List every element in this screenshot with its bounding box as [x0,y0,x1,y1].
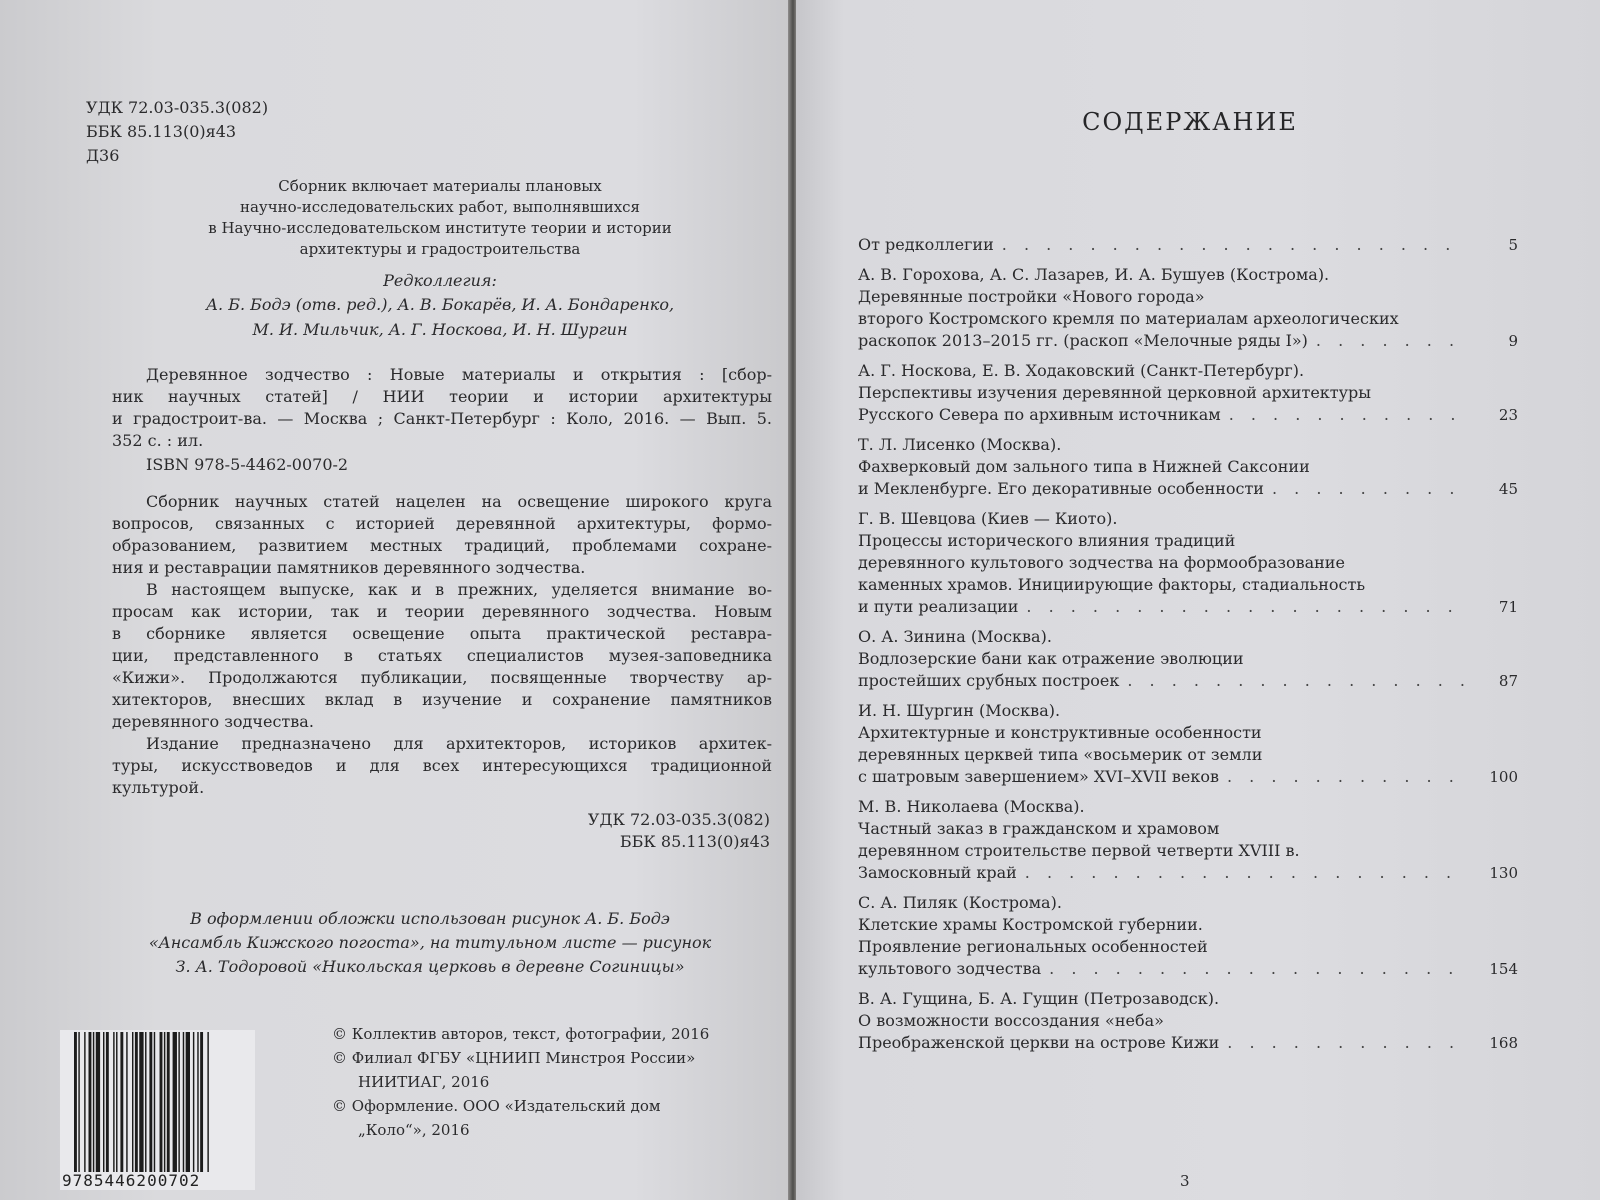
cover-note-line: В оформлении обложки использован рисунок А. Б. Бодэ [190,909,670,928]
toc-entry [858,234,1518,256]
barcode-bar [96,1032,100,1172]
toc-entry-title-line: и Мекленбурге. Его декоративные особенности [858,479,1264,498]
toc-entry-title-line: деревянного культового зодчества на формообразование [858,553,1345,572]
toc-entry-title-line: Деревянные постройки «Нового города» [858,287,1205,306]
toc-entry-last-line [858,1032,1518,1054]
barcode-bar [113,1032,114,1172]
toc-entry [858,264,1518,352]
barcode-bar [207,1032,208,1172]
barcode-bar [145,1032,146,1172]
toc-entry-title-line: Русского Севера по архивным источникам [858,405,1221,424]
description-line: в сборнике является освещение опыта практической реставра- [112,624,772,643]
toc-entry-title-line: Водлозерские бани как отражение эволюции [858,649,1244,668]
dot-leader [1316,330,1466,352]
toc-entry-last-line [858,958,1518,980]
dot-leader [1127,670,1466,692]
toc-page-number: 9 [1508,332,1518,350]
toc-entry-title-line: второго Костромского кремля по материалам археологических [858,309,1399,328]
description-line: В настоящем выпуске, как и в прежних, уделяется внимание во- [146,580,772,599]
toc-entry [858,796,1518,884]
toc-page-number: 87 [1498,672,1518,690]
barcode-bar [149,1032,152,1172]
barcode-bar [74,1032,77,1172]
toc-entry-authors: Г. В. Шевцова (Киев — Киото). [858,509,1118,528]
barcode-bar [78,1032,79,1172]
barcode-bar [120,1032,123,1172]
toc-entry-title-line: деревянных церквей типа «восьмерик от земли [858,745,1263,764]
annotation-line: научно-исследовательских работ, выполнявшихся [239,198,641,216]
barcode-bar [178,1032,179,1172]
toc-entry [858,988,1518,1054]
toc-entry [858,508,1518,618]
dot-leader [1026,596,1466,618]
bbk-line: ББК 85.113(0)я43 [619,832,770,851]
cover-illustration-note [100,907,760,979]
barcode-bar [84,1032,85,1172]
description-line: вопросов, связанных с историей деревянной архитектуры, формо- [112,514,772,533]
cover-note-line: З. А. Тодоровой «Никольская церковь в деревне Согиницы» [175,957,685,976]
toc-entry-title-line: деревянном строительстве первой четверти XVIII в. [858,841,1300,860]
copyright-line: © Оформление. ООО «Издательский дом [332,1097,661,1115]
author-mark: Д36 [86,146,120,165]
dot-leader [1227,766,1466,788]
toc-entry-title-line: Фахверковый дом зального типа в Нижней Саксонии [858,457,1310,476]
description-line: деревянного зодчества. [112,712,314,731]
biblio-line: ник научных статей] / НИИ теории и истории архитектуры [112,387,772,406]
annotation-line: в Научно-исследовательском институте теории и истории [208,219,672,237]
toc-entry-title-line: простейших срубных построек [858,671,1120,690]
toc-entry-last-line [858,404,1518,426]
toc-entry-last-line [858,766,1518,788]
annotation-line: архитектуры и градостроительства [299,240,581,258]
barcode-bar [164,1032,165,1172]
toc-entry-last-line [858,478,1518,500]
toc-entry-title-line: Архитектурные и конструктивные особенности [858,723,1262,742]
toc-page-number: 45 [1498,480,1518,498]
udk-block [86,96,268,168]
editorial-board-heading: Редколлегия: [383,271,497,290]
description-line: ции, представленного в статьях специалистов музея-заповедника [112,646,772,665]
dot-leader [1272,478,1466,500]
description-line: Издание предназначено для архитекторов, историков архитек- [146,734,772,753]
toc-page-number: 5 [1508,236,1518,254]
toc-entry-title-line: Преображенской церкви на острове Кижи [858,1033,1220,1052]
toc-entry-title-line: Перспективы изучения деревянной церковной архитектуры [858,383,1372,402]
barcode-bar [89,1032,92,1172]
dot-leader [1229,404,1466,426]
udk-bottom [530,809,770,853]
barcode-bar [139,1032,143,1172]
toc-entry-authors: М. В. Николаева (Москва). [858,797,1085,816]
description-line: просам как истории, так и теории деревянного зодчества. Новым [112,602,772,621]
copyright-line: © Коллектив авторов, текст, фотографии, 2016 [332,1025,710,1043]
barcode-bar [167,1032,170,1172]
toc-page-number: 154 [1489,960,1518,978]
toc-entry-title-line: Клетские храмы Костромской губернии. [858,915,1203,934]
toc-entry-authors: И. Н. Шургин (Москва). [858,701,1061,720]
toc-entry-title-line: культового зодчества [858,959,1042,978]
biblio-line: Деревянное зодчество : Новые материалы и открытия : [сбор- [146,365,772,384]
description-paragraph [112,733,772,799]
annotation-line: Сборник включает материалы плановых [278,177,602,195]
copyright-line: © Филиал ФГБУ «ЦНИИП Минстроя России» [332,1049,696,1067]
toc-page-number: 23 [1498,406,1518,424]
toc-entry-title-line: О возможности воссоздания «неба» [858,1011,1164,1030]
toc-entry-authors: О. А. Зинина (Москва). [858,627,1052,646]
barcode-bar [197,1032,198,1172]
bbk-line: ББК 85.113(0)я43 [86,122,237,141]
bibliographic-record [112,364,772,476]
annotation-intro [120,176,760,260]
udk-line: УДК 72.03-035.3(082) [86,98,269,117]
barcode-bar [160,1032,163,1172]
toc-entry-title-line: раскопок 2013–2015 гг. (раскоп «Мелочные ряды I») [858,331,1308,350]
toc-entry-last-line [858,234,1518,256]
barcode-bar [200,1032,203,1172]
editorial-board-line: М. И. Мильчик, А. Г. Носкова, И. Н. Шургин [252,320,628,339]
left-page [0,0,790,1200]
cover-note-line: «Ансамбль Кижского погоста», на титульном листе — рисунок [148,933,712,952]
toc-entry-authors: С. А. Пиляк (Кострома). [858,893,1062,912]
toc-entry [858,434,1518,500]
toc-page-number: 100 [1489,768,1518,786]
toc-entry-title-line: Замосковный край [858,863,1017,882]
description-paragraph [112,579,772,733]
barcode-bar [106,1032,109,1172]
barcode-bar [93,1032,94,1172]
editorial-board-line: А. Б. Бодэ (отв. ред.), А. В. Бокарёв, И. А. Бондаренко, [205,295,675,314]
description-line: ния и реставрации памятников деревянного зодчества. [112,558,586,577]
barcode-bar [126,1032,127,1172]
barcode-bar [186,1032,190,1172]
toc-page-number: 130 [1489,864,1518,882]
description-line: «Кижи». Продолжаются публикации, посвященные творчеству ар- [112,668,772,687]
biblio-line: и градостроит-ва. — Москва ; Санкт-Петербург : Коло, 2016. — Вып. 5. [112,409,772,428]
description-paragraph [112,491,772,579]
isbn: ISBN 978-5-4462-0070-2 [146,455,349,474]
toc-title: СОДЕРЖАНИЕ [1082,108,1298,136]
toc-entry [858,626,1518,692]
barcode-digits: 9785446200702 [62,1171,201,1190]
copyright-line: „Коло“», 2016 [358,1121,470,1139]
editorial-board [120,270,760,342]
toc-entry-title-line: Частный заказ в гражданском и храмовом [858,819,1220,838]
toc-entry [858,892,1518,980]
toc-entry-authors: А. Г. Носкова, Е. В. Ходаковский (Санкт-Петербург). [858,361,1305,380]
toc-entry-title-line: с шатровым завершением» XVI–XVII веков [858,767,1219,786]
dot-leader [1049,958,1466,980]
toc-entry-last-line [858,330,1518,352]
toc-entry-title-line: каменных храмов. Инициирующие факторы, стадиальность [858,575,1366,594]
toc-entry-authors: В. А. Гущина, Б. А. Гущин (Петрозаводск). [858,989,1220,1008]
description-line: хитекторов, внесших вклад в изучение и сохранение памятников [112,690,772,709]
page-number: 3 [1180,1172,1190,1190]
isbn-barcode [60,1030,255,1190]
barcode-bar [135,1032,138,1172]
description-line: туры, искусствоведов и для всех интересующихся традиционной [112,756,772,775]
dot-leader [1025,862,1466,884]
toc-entry-last-line [858,596,1518,618]
copyright-block [332,1022,709,1142]
toc-entry-title-line: Процессы исторического влияния традиций [858,531,1236,550]
table-of-contents [858,234,1518,1062]
udk-line: УДК 72.03-035.3(082) [587,810,770,829]
barcode-bar [183,1032,184,1172]
toc-entry-authors: А. В. Горохова, А. С. Лазарев, И. А. Бушуев (Кострома). [858,265,1330,284]
description-line: Сборник научных статей нацелен на освещение широкого круга [146,492,772,511]
toc-entry [858,700,1518,788]
toc-entry-last-line [858,670,1518,692]
barcode-bar [193,1032,194,1172]
dot-leader [1227,1032,1466,1054]
barcode-bar [103,1032,104,1172]
description-line: культурой. [112,778,205,797]
copyright-line: НИИТИАГ, 2016 [358,1073,490,1091]
toc-entry-title-line: Проявление региональных особенностей [858,937,1208,956]
barcode-bar [173,1032,177,1172]
toc-entry [858,360,1518,426]
toc-page-number: 71 [1498,598,1518,616]
toc-entry-last-line [858,862,1518,884]
barcode-bar [154,1032,155,1172]
barcode-bars [74,1032,244,1172]
description-line: образованием, развитием местных традиций, проблемами сохране- [112,536,772,555]
toc-entry-title-line: и пути реализации [858,597,1019,616]
barcode-bar [116,1032,117,1172]
toc-entry-title-line: От редколлегии [858,235,994,254]
barcode-bar [132,1032,133,1172]
biblio-line: 352 с. : ил. [112,431,204,450]
toc-entry-authors: Т. Л. Лисенко (Москва). [858,435,1062,454]
dot-leader [1002,234,1466,256]
toc-page-number: 168 [1489,1034,1518,1052]
description [112,491,772,799]
